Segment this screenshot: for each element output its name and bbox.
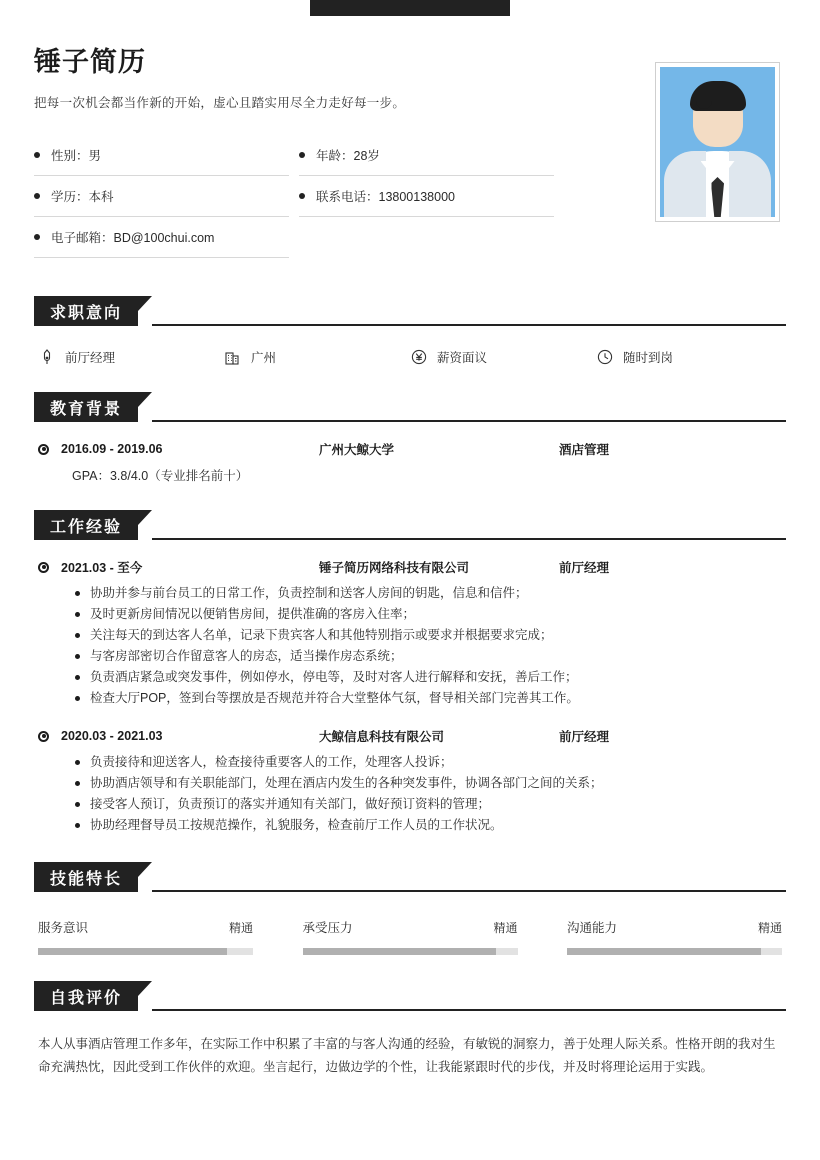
clock-icon bbox=[596, 349, 613, 366]
skill-level: 精通 bbox=[493, 921, 518, 935]
personal-info-grid bbox=[34, 135, 554, 258]
entry-role: 酒店管理 bbox=[559, 443, 610, 457]
work-entry bbox=[34, 558, 786, 709]
list-item: 与客房部密切合作留意客人的房态，适当操作房态系统； bbox=[90, 646, 786, 667]
bullet-dot-icon bbox=[34, 234, 40, 240]
intention-item-salary bbox=[410, 348, 596, 366]
section-rule bbox=[152, 1009, 786, 1011]
skill-labels bbox=[567, 918, 782, 936]
entry-date: 2016.09 - 2019.06 bbox=[61, 442, 163, 456]
header-section bbox=[34, 40, 786, 270]
section-title: 自我评价 bbox=[34, 981, 138, 1011]
section-header bbox=[34, 981, 786, 1011]
list-item: 负责酒店紧急或突发事件，例如停水，停电等，及时对客人进行解释和安抚，善后工作； bbox=[90, 667, 786, 688]
info-item-gender bbox=[34, 135, 289, 176]
list-item: 接受客人预订，负责预订的落实并通知有关部门，做好预订资料的管理； bbox=[90, 794, 786, 815]
skill-level: 精通 bbox=[757, 921, 782, 935]
section-rule bbox=[152, 890, 786, 892]
badge-icon bbox=[38, 349, 55, 366]
section-work-experience bbox=[34, 510, 786, 836]
section-title: 教育背景 bbox=[34, 392, 138, 422]
section-skills bbox=[34, 862, 786, 955]
avatar-suit-right bbox=[729, 151, 771, 217]
page-title: 锤子简历 bbox=[34, 47, 146, 77]
list-item: 检查大厅POP，签到台等摆放是否规范并符合大堂整体气氛，督导相关部门完善其工作。 bbox=[90, 688, 786, 709]
bullet-dot-icon bbox=[34, 152, 40, 158]
section-header bbox=[34, 392, 786, 422]
section-title: 技能特长 bbox=[34, 862, 138, 892]
skill-labels bbox=[38, 918, 253, 936]
skill-bar-fill bbox=[303, 948, 497, 955]
entry-date: 2021.03 - 至今 bbox=[61, 561, 143, 575]
list-item: 协助经理督导员工按规范操作，礼貌服务，检查前厅工作人员的工作状况。 bbox=[90, 815, 786, 836]
skill-item bbox=[303, 918, 518, 955]
avatar bbox=[655, 62, 780, 222]
list-item: 负责接待和迎送客人，检查接待重要客人的工作，处理客人投诉； bbox=[90, 752, 786, 773]
info-row bbox=[34, 176, 554, 217]
list-item: 协助酒店领导和有关职能部门，处理在酒店内发生的各种突发事件，协调各部门之间的关系； bbox=[90, 773, 786, 794]
avatar-hair bbox=[690, 81, 746, 111]
section-arrow bbox=[138, 862, 152, 892]
skill-level: 精通 bbox=[228, 921, 253, 935]
info-item-education bbox=[34, 176, 289, 217]
section-header bbox=[34, 510, 786, 540]
section-education bbox=[34, 392, 786, 484]
section-self-evaluation bbox=[34, 981, 786, 1079]
info-row bbox=[34, 135, 554, 176]
section-arrow bbox=[138, 510, 152, 540]
bullseye-icon bbox=[38, 562, 49, 573]
skill-name: 服务意识 bbox=[38, 921, 89, 935]
avatar-photo bbox=[660, 67, 775, 217]
section-header bbox=[34, 296, 786, 326]
entry-header bbox=[38, 727, 786, 745]
section-header bbox=[34, 862, 786, 892]
avatar-suit-left bbox=[664, 151, 706, 217]
info-item-age bbox=[299, 135, 554, 176]
info-label: 电子邮箱：BD@100chui.com bbox=[51, 231, 215, 245]
entry-header bbox=[38, 440, 786, 458]
yen-icon bbox=[410, 349, 427, 366]
skill-bar-fill bbox=[567, 948, 761, 955]
duty-list bbox=[38, 752, 786, 836]
self-evaluation-text: 本人从事酒店管理工作多年，在实际工作中积累了丰富的与客人沟通的经验，有敏锐的洞察力，善于处理人际关系。性格开朗的我对生命充满热忱，因此受到工作伙伴的欢迎。坐言起行，边做边学的个性，让我能紧跟时代的步伐，并及时将理论运用于实践。 bbox=[38, 1037, 776, 1074]
skill-bar-track bbox=[567, 948, 782, 955]
skill-item bbox=[567, 918, 782, 955]
entry-date: 2020.03 - 2021.03 bbox=[61, 729, 163, 743]
intention-label: 随时到岗 bbox=[623, 351, 674, 365]
skill-bar-track bbox=[303, 948, 518, 955]
list-item: 协助并参与前台员工的日常工作，负责控制和送客人房间的钥匙，信息和信件； bbox=[90, 583, 786, 604]
bullet-dot-icon bbox=[299, 193, 305, 199]
skill-item bbox=[38, 918, 253, 955]
intention-label: 薪资面议 bbox=[437, 351, 488, 365]
section-arrow bbox=[138, 981, 152, 1011]
work-entry bbox=[34, 727, 786, 836]
info-label: 性别：男 bbox=[51, 149, 102, 163]
info-row bbox=[34, 217, 554, 258]
section-rule bbox=[152, 538, 786, 540]
section-arrow bbox=[138, 296, 152, 326]
entry-role: 前厅经理 bbox=[559, 561, 610, 575]
info-label: 年龄：28岁 bbox=[316, 149, 380, 163]
section-rule bbox=[152, 420, 786, 422]
entry-organization: 广州大鲸大学 bbox=[319, 443, 395, 457]
list-item: 及时更新房间情况以便销售房间，提供准确的客房入住率； bbox=[90, 604, 786, 625]
list-item: 关注每天的到达客人名单，记录下贵宾客人和其他特别指示或要求并根据要求完成； bbox=[90, 625, 786, 646]
bullet-dot-icon bbox=[34, 193, 40, 199]
entry-organization: 大鲸信息科技有限公司 bbox=[319, 730, 445, 744]
info-label: 学历：本科 bbox=[51, 190, 114, 204]
skill-bar-fill bbox=[38, 948, 227, 955]
info-label: 联系电话：13800138000 bbox=[316, 190, 455, 204]
intention-item-position bbox=[38, 348, 224, 366]
info-item-email bbox=[34, 217, 289, 258]
intention-list bbox=[34, 348, 786, 366]
intention-label: 前厅经理 bbox=[65, 351, 116, 365]
skill-name: 沟通能力 bbox=[567, 921, 618, 935]
bullet-dot-icon bbox=[299, 152, 305, 158]
bullseye-icon bbox=[38, 444, 49, 455]
entry-subtext: GPA：3.8/4.0（专业排名前十） bbox=[72, 469, 249, 483]
building-icon bbox=[224, 349, 241, 366]
section-rule bbox=[152, 324, 786, 326]
skill-labels bbox=[303, 918, 518, 936]
education-entry bbox=[34, 440, 786, 484]
duty-list bbox=[38, 583, 786, 709]
skill-bar-track bbox=[38, 948, 253, 955]
info-item-phone bbox=[299, 176, 554, 217]
skills-list bbox=[34, 918, 786, 955]
entry-header bbox=[38, 558, 786, 576]
section-title: 求职意向 bbox=[34, 296, 138, 326]
intention-item-availability bbox=[596, 348, 782, 366]
entry-organization: 锤子简历网络科技有限公司 bbox=[319, 561, 470, 575]
section-arrow bbox=[138, 392, 152, 422]
intention-label: 广州 bbox=[251, 351, 277, 365]
intention-item-city bbox=[224, 348, 410, 366]
skill-name: 承受压力 bbox=[302, 921, 353, 935]
header-tagline: 把每一次机会都当作新的开始，虚心且踏实用尽全力走好每一步。 bbox=[34, 96, 406, 110]
entry-role: 前厅经理 bbox=[559, 730, 610, 744]
section-title: 工作经验 bbox=[34, 510, 138, 540]
bullseye-icon bbox=[38, 731, 49, 742]
section-job-intention bbox=[34, 296, 786, 366]
